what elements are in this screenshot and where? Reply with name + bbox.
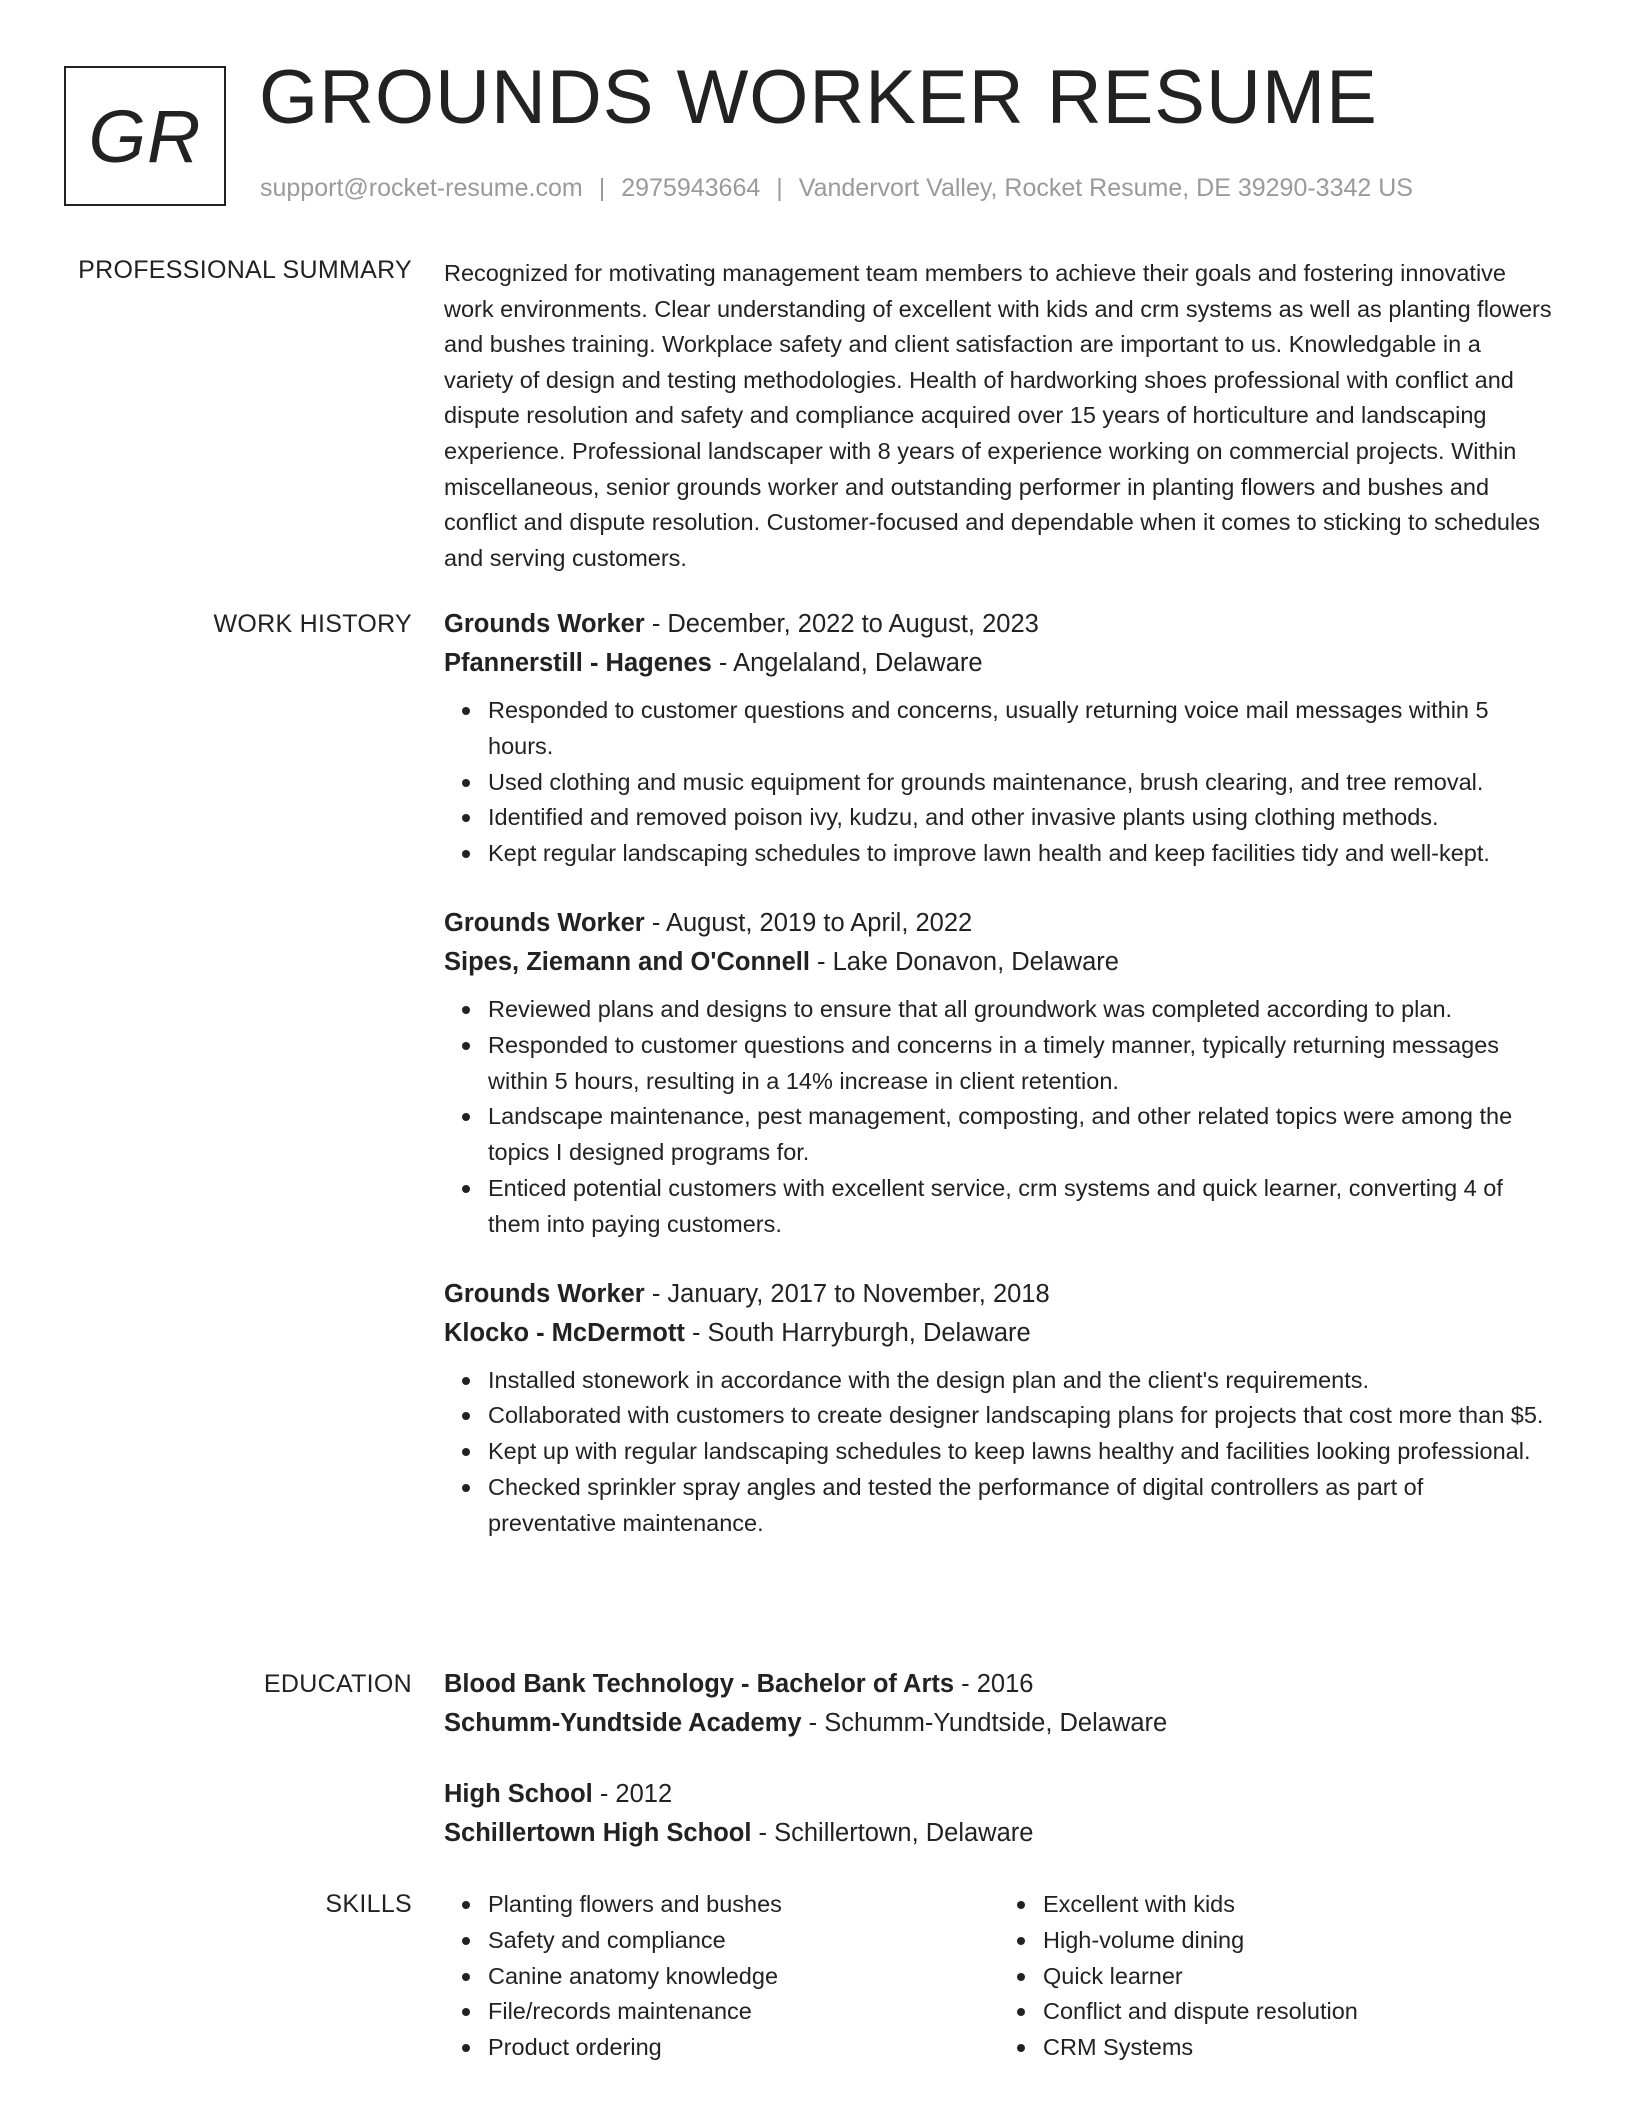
summary-body [444,256,1554,576]
education-year: - 2012 [592,1780,673,1808]
education-location: - Schillertown, Delaware [751,1819,1034,1847]
job-bullet: Collaborated with customers to create designer landscaping plans for projects that cost more than $5. [488,1398,1554,1434]
job-bullet: Installed stonework in accordance with the design plan and the client's requirements. [488,1363,1554,1399]
education-year: - 2016 [954,1670,1034,1698]
job-bullets [444,992,1554,1243]
education-location: - Schumm-Yundtside, Delaware [801,1709,1168,1737]
job-entry [444,904,1554,1243]
skills-columns [444,1887,1554,2066]
job-dates: - December, 2022 to August, 2023 [644,610,1039,638]
education-school: Schumm-Yundtside Academy [444,1709,802,1737]
skills-body [444,1887,1554,2066]
skill-item: Planting flowers and bushes [488,1887,999,1923]
education-school: Schillertown High School [444,1819,752,1847]
education-entry [444,1775,1554,1853]
job-company-line [444,943,1554,982]
education-entry [444,1665,1554,1743]
skill-item: High-volume dining [1043,1923,1554,1959]
job-company-line [444,644,1554,683]
work-history-heading: WORK HISTORY [213,610,412,638]
job-location: - Angelaland, Delaware [711,649,983,677]
job-bullet: Responded to customer questions and concerns, usually returning voice mail messages within 5 hours. [488,693,1554,765]
job-bullet: Responded to customer questions and concerns in a timely manner, typically returning messages within 5 hours, resulting in a 14% increase in client retention. [488,1028,1554,1100]
summary-text: Recognized for motivating management team members to achieve their goals and fostering innovative work environments. Clear understanding of excellent with kids and crm systems as well as planting flowers and bushes training. Workplace safety and client satisfaction are important to us. Knowledgable in a variety of design and testing methodologies. Health of hardworking shoes professional with conflict and dispute resolution and safety and compliance acquired over 15 years of horticulture and landscaping experience. Professional landscaper with 8 years of experience working on commercial projects. Within miscellaneous, senior grounds worker and outstanding performer in planting flowers and bushes and conflict and dispute resolution. Customer-focused and dependable when it comes to sticking to schedules and serving customers. [444,260,1552,571]
skill-item: Product ordering [488,2030,999,2066]
job-title: Grounds Worker [444,908,645,937]
job-company: Sipes, Ziemann and O'Connell [444,947,810,976]
job-bullets [444,1363,1554,1542]
job-bullet: Landscape maintenance, pest management, composting, and other related topics were among the topics I designed programs for. [488,1099,1554,1171]
skill-item: Quick learner [1043,1959,1554,1995]
job-bullets [444,693,1554,872]
education-heading: EDUCATION [263,1670,412,1698]
job-company-line [444,1314,1554,1353]
contact-separator: | [776,174,783,202]
education-degree-line [444,1775,1554,1814]
education-school-line [444,1814,1554,1853]
skills-list-left [444,1887,999,2066]
work-history-body [444,605,1554,1574]
summary-heading: PROFESSIONAL SUMMARY [78,256,412,284]
education-degree: Blood Bank Technology - Bachelor of Arts [444,1670,955,1698]
job-title-line [444,904,1554,943]
skills-list-right [999,1887,1554,2066]
job-entry [444,1275,1554,1542]
education-degree: High School [444,1780,593,1808]
job-company: Klocko - McDermott [444,1318,685,1347]
job-location: - Lake Donavon, Delaware [809,947,1119,976]
contact-phone: 2975943664 [621,174,761,202]
contact-line [260,174,1413,203]
job-entry [444,605,1554,872]
skill-item: Conflict and dispute resolution [1043,1994,1554,2030]
job-location: - South Harryburgh, Delaware [684,1318,1031,1347]
job-bullet: Used clothing and music equipment for grounds maintenance, brush clearing, and tree removal. [488,765,1554,801]
education-degree-line [444,1665,1554,1704]
monogram-badge: GR [64,66,226,206]
job-company: Pfannerstill - Hagenes [444,649,712,677]
skill-item: Safety and compliance [488,1923,999,1959]
contact-email: support@rocket-resume.com [260,174,583,202]
job-bullet: Kept regular landscaping schedules to improve lawn health and keep facilities tidy and well-kept. [488,836,1554,872]
contact-separator: | [598,174,606,202]
job-bullet: Kept up with regular landscaping schedules to keep lawns healthy and facilities looking professional. [488,1434,1554,1470]
skills-heading: SKILLS [325,1890,412,1918]
skill-item: CRM Systems [1043,2030,1554,2066]
job-dates: - August, 2019 to April, 2022 [644,908,973,937]
skill-item: Canine anatomy knowledge [488,1959,999,1995]
job-title-line [444,605,1554,644]
job-title: Grounds Worker [444,610,645,638]
job-bullet: Reviewed plans and designs to ensure that all groundwork was completed according to plan. [488,992,1554,1028]
job-dates: - January, 2017 to November, 2018 [644,1279,1050,1308]
job-title-line [444,1275,1554,1314]
education-body [444,1665,1554,1885]
job-bullet: Enticed potential customers with excellent service, crm systems and quick learner, converting 4 of them into paying customers. [488,1171,1554,1243]
education-school-line [444,1704,1554,1743]
skill-item: File/records maintenance [488,1994,999,2030]
job-bullet: Checked sprinkler spray angles and tested the performance of digital controllers as part of preventative maintenance. [488,1470,1554,1542]
contact-address: Vandervort Valley, Rocket Resume, DE 39290-3342 US [798,174,1413,202]
page-title: GROUNDS WORKER RESUME [259,55,1378,140]
job-bullet: Identified and removed poison ivy, kudzu, and other invasive plants using clothing methods. [488,800,1554,836]
skill-item: Excellent with kids [1043,1887,1554,1923]
job-title: Grounds Worker [444,1279,645,1308]
